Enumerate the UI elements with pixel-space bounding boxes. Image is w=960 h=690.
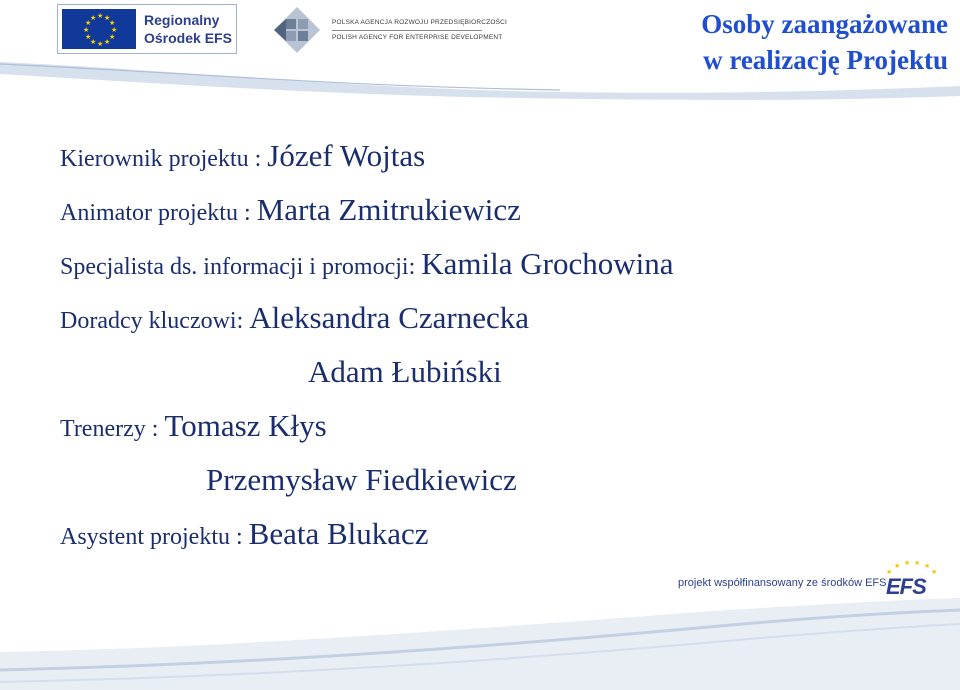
eu-logo-line2: Ośrodek EFS [144, 30, 232, 46]
eu-flag-icon [62, 9, 136, 49]
person-name: Józef Wojtas [267, 138, 426, 173]
svg-text:★: ★ [924, 562, 931, 570]
role-separator: : [248, 146, 268, 172]
svg-text:★: ★ [111, 26, 118, 34]
role-label: Kierownik projektu [60, 146, 249, 172]
parp-divider [332, 30, 482, 31]
staff-row-trainers-continued [60, 462, 940, 516]
svg-text:★: ★ [931, 568, 938, 576]
title-line1: Osoby zaangażowane [701, 9, 948, 39]
parp-line1: POLSKA AGENCJA ROZWOJU PRZEDSIĘBIORCZOŚCI [332, 19, 508, 26]
role-separator: : [236, 308, 250, 334]
role-separator: : [229, 524, 249, 550]
page-title [701, 6, 948, 78]
svg-text:★: ★ [109, 33, 116, 41]
svg-text:★: ★ [914, 559, 921, 567]
staff-row-key-advisors-continued [60, 354, 940, 408]
person-name: Tomasz Kłys [164, 408, 327, 443]
efs-logo-text: EFS [886, 574, 926, 599]
project-staff-list [60, 138, 940, 570]
eu-logo-line1: Regionalny [144, 12, 220, 28]
role-separator: : [145, 416, 165, 442]
header [0, 0, 960, 100]
person-name: Aleksandra Czarnecka [249, 300, 529, 335]
role-label: Asystent projektu [60, 524, 230, 550]
svg-text:★: ★ [894, 562, 901, 570]
role-label: Specjalista ds. informacji i promocji [60, 254, 409, 280]
eu-regional-efs-logo [57, 4, 237, 54]
svg-text:★: ★ [97, 40, 104, 48]
svg-text:★: ★ [85, 33, 92, 41]
eu-logo-text [144, 11, 232, 47]
person-name: Beata Blukacz [248, 516, 429, 551]
role-label: Trenerzy [60, 416, 146, 442]
person-name: Marta Zmitrukiewicz [256, 192, 521, 227]
svg-text:★: ★ [904, 559, 911, 567]
svg-text:★: ★ [104, 38, 111, 46]
staff-row-information-specialist [60, 246, 940, 300]
parp-emblem-icon [268, 5, 326, 55]
person-name: Adam Łubiński [308, 354, 502, 389]
efs-logo [880, 558, 940, 602]
parp-line2: POLISH AGENCY FOR ENTERPRISE DEVELOPMENT [332, 34, 503, 41]
parp-logo-text [332, 18, 507, 43]
staff-row-trainers [60, 408, 940, 462]
person-name: Przemysław Fiedkiewicz [206, 462, 517, 497]
svg-text:★: ★ [886, 568, 893, 576]
staff-row-animator [60, 192, 940, 246]
svg-text:★: ★ [109, 19, 116, 27]
staff-row-key-advisors [60, 300, 940, 354]
svg-text:★: ★ [97, 12, 104, 20]
svg-text:★: ★ [90, 38, 97, 46]
cofinanced-note: projekt współfinansowany ze środków EFS [678, 577, 887, 589]
role-separator: : [237, 200, 257, 226]
svg-text:★: ★ [90, 14, 97, 22]
staff-row-project-manager [60, 138, 940, 192]
svg-text:★: ★ [104, 14, 111, 22]
title-line2: w realizację Projektu [703, 45, 948, 75]
parp-logo [268, 5, 508, 55]
role-separator: : [408, 254, 422, 280]
role-label: Doradcy kluczowi [60, 308, 237, 334]
svg-text:★: ★ [83, 26, 90, 34]
person-name: Kamila Grochowina [421, 246, 674, 281]
svg-text:★: ★ [85, 19, 92, 27]
role-label: Animator projektu [60, 200, 238, 226]
